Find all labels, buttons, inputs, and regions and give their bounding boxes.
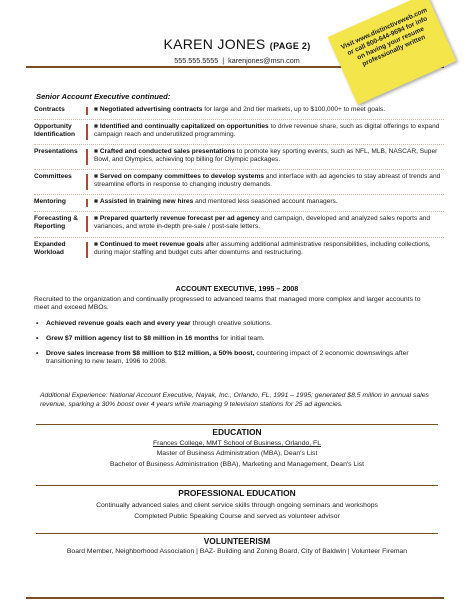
school-name: Frances College, MMT School of Business, Orlando, FL bbox=[153, 440, 321, 447]
row-text: ■ Prepared quarterly revenue forecast per ad agency and campaign, developed and analyzed sales reports and variances, and wrote in-depth pre-sale / post-sale letters. bbox=[94, 215, 431, 231]
row-label: Presentations bbox=[34, 148, 78, 155]
achievement-bold: Drove sales increase from $8 million to $12 million, a 50% boost, bbox=[46, 350, 255, 357]
row-marker bbox=[86, 149, 88, 165]
education-degree: Master of Business Administration (MBA), Dean's List bbox=[156, 450, 318, 457]
volunteer-separator: | bbox=[347, 548, 350, 555]
row-bold: Prepared quarterly revenue forecast per ad agency bbox=[99, 215, 260, 222]
bullet-icon: • bbox=[36, 350, 39, 357]
row-text: ■ Crafted and conducted sales presentations to promote key sporting events, such as NFL, MLB, NASCAR, Super Bowl, and Olympics, achieving top billing for Olympic packages. bbox=[94, 148, 438, 164]
bullet-icon: • bbox=[36, 320, 39, 327]
professional-education-heading: PROFESSIONAL EDUCATION bbox=[178, 488, 296, 498]
row-divider bbox=[34, 144, 444, 145]
row-label: Opportunity Identification bbox=[34, 123, 76, 139]
education-heading: EDUCATION bbox=[212, 427, 262, 437]
row-label: Forecasting & Reporting bbox=[34, 215, 78, 231]
row-divider bbox=[34, 169, 444, 170]
row-rest: after assuming additional administrative responsibilities, including collections, during major staffing and budget cuts after downturns and restructuring. bbox=[94, 241, 431, 257]
achievement-bold: Grew $7 million agency list to $8 million in 16 months bbox=[46, 335, 219, 342]
row-bold: Served on company committees to develop systems bbox=[99, 173, 264, 180]
volunteerism-line bbox=[0, 548, 474, 556]
row-text: ■ Continued to meet revenue goals after assuming additional administrative responsibilities, including collections, during major staffing and budget cuts after downturns and restructuring. bbox=[94, 241, 431, 257]
achievement-item bbox=[36, 350, 436, 367]
achievement-text: for initial team. bbox=[218, 335, 265, 342]
row-label: Contracts bbox=[34, 106, 65, 113]
contact-separator: | bbox=[222, 56, 225, 65]
section-divider bbox=[36, 533, 438, 534]
page-number: (PAGE 2) bbox=[269, 41, 311, 51]
bullet-icon: • bbox=[36, 335, 39, 342]
row-label: Committees bbox=[34, 173, 72, 180]
sticky-note bbox=[328, 0, 457, 105]
volunteer-separator: | bbox=[196, 548, 198, 555]
professional-education-line: Continually advanced sales and client service skills through ongoing seminars and workshops bbox=[96, 502, 378, 509]
achievement-text: through creative solutions. bbox=[190, 320, 272, 327]
row-divider bbox=[34, 211, 444, 212]
professional-education-line: Completed Public Speaking Course and served as volunteer advisor bbox=[134, 513, 340, 520]
row-rest: to promote key sporting events, such as NFL, MLB, NASCAR, Super Bowl, and Olympics, achieving top billing for Olympic packages. bbox=[94, 148, 438, 164]
achievement-text: countering impact of 2 economic downswings after transitioning to new team, 1996 to 2008. bbox=[46, 350, 409, 366]
row-text: ■ Identified and continually capitalized on opportunities to drive revenue share, such as digital offerings to expand campaign reach and underutilized programming. bbox=[94, 123, 440, 139]
row-marker bbox=[86, 124, 88, 140]
email-link[interactable]: karenjones@msn.com bbox=[228, 56, 300, 65]
row-bold: Continued to meet revenue goals bbox=[99, 241, 204, 248]
achievement-item bbox=[36, 335, 436, 343]
row-divider bbox=[34, 237, 444, 238]
volunteer-item: Volunteer Fireman bbox=[351, 548, 408, 555]
row-marker bbox=[86, 199, 88, 207]
achievement-item bbox=[36, 320, 436, 328]
row-marker bbox=[86, 107, 88, 115]
job-description: Recruited to the organization and continually progressed to advanced teams that managed more complex and larger accounts to meet and exceed MBOs. bbox=[34, 296, 421, 312]
row-bold: Identified and continually capitalized on opportunities bbox=[99, 123, 269, 130]
row-text: ■ Assisted in training new hires and mentored less seasoned account managers. bbox=[94, 198, 338, 205]
row-marker bbox=[86, 216, 88, 232]
volunteerism-heading: VOLUNTEERISM bbox=[203, 536, 271, 546]
row-bold: Crafted and conducted sales presentations bbox=[99, 148, 236, 155]
achievement-bold: Achieved revenue goals each and every year bbox=[46, 320, 191, 327]
job-title: ACCOUNT EXECUTIVE, 1995 – 2008 bbox=[175, 284, 299, 293]
row-rest: and mentored less seasoned account managers. bbox=[193, 198, 338, 205]
section-subheading: Senior Account Executive continued: bbox=[36, 92, 171, 101]
row-text: ■ Served on company committees to develop systems and interface with ad agencies to stay abreast of trends and streamline efforts in response to changing industry demands. bbox=[94, 173, 441, 189]
row-rest: and interface with ad agencies to stay abreast of trends and streamline efforts in response to changing industry demands. bbox=[94, 173, 441, 189]
row-bold: Negotiated advertising contracts bbox=[99, 106, 203, 113]
row-rest: for large and 2nd tier markets, up to $100,000+ to meet goals. bbox=[202, 106, 386, 113]
row-divider bbox=[34, 119, 444, 120]
row-text: ■ Negotiated advertising contracts for large and 2nd tier markets, up to $100,000+ to meet goals. bbox=[94, 106, 386, 113]
phone: 555.555.5555 bbox=[174, 56, 219, 65]
volunteer-item: Board Member, Neighborhood Association bbox=[66, 548, 195, 555]
footer-divider bbox=[26, 597, 444, 599]
volunteer-item: BAZ- Building and Zoning Board, City of Baldwin bbox=[199, 548, 346, 555]
additional-experience: Additional Experience: National Account Executive, Nayak, Inc., Orlando, FL, 1991 – 1995; generated $8.5 million in annual sales revenue, sparking a 30% boost over 4 years while managing 9 television stations for 25 ad agencies. bbox=[40, 392, 429, 408]
row-marker bbox=[86, 174, 88, 190]
section-divider bbox=[36, 424, 438, 425]
section-divider bbox=[36, 485, 438, 486]
row-marker bbox=[86, 242, 88, 258]
row-rest: and campaign, developed and analyzed sales reports and variances, and wrote in-depth pre-sale / post-sale letters. bbox=[94, 215, 431, 231]
education-degree: Bachelor of Business Administration (BBA), Marketing and Management, Dean's List bbox=[109, 461, 365, 468]
row-label: Expanded Workload bbox=[34, 241, 66, 257]
name-text: KAREN JONES bbox=[163, 36, 266, 52]
row-label: Mentoring bbox=[34, 198, 66, 205]
row-divider bbox=[34, 194, 444, 195]
row-bold: Assisted in training new hires bbox=[99, 198, 194, 205]
row-rest: to drive revenue share, such as digital offerings to expand campaign reach and underutilized programming. bbox=[94, 123, 440, 139]
education-school bbox=[0, 440, 474, 448]
sticky-note-text: Visit www.distinctiveweb.com or call 800-644-9694 for info on having your resume professionally written bbox=[340, 6, 429, 68]
